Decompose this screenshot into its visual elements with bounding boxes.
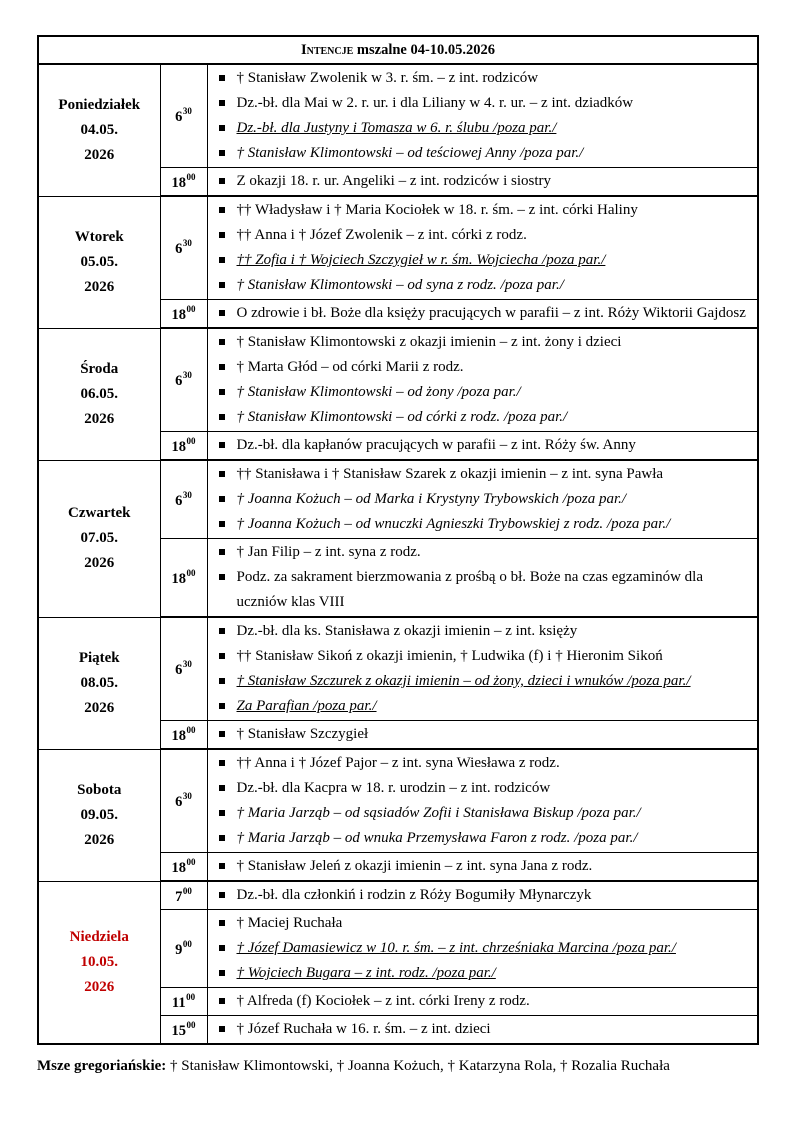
- mass-hour: 6: [175, 109, 183, 125]
- day-cell: [38, 64, 160, 196]
- intentions-cell: [207, 64, 758, 168]
- mass-minutes: 00: [182, 938, 192, 949]
- title-prefix: Intencje: [300, 41, 354, 58]
- mass-minutes: 00: [186, 567, 196, 578]
- intention-item: [218, 911, 754, 936]
- mass-time: [160, 853, 207, 882]
- day-year: 2026: [84, 831, 115, 848]
- intentions-cell: [207, 617, 758, 721]
- intention-text: †† Władysław i † Maria Kociołek w 18. r. śm. – z int. córki Haliny: [236, 202, 638, 218]
- day-name: Środa: [80, 360, 119, 377]
- intention-text: † Maria Jarząb – od sąsiadów Zofii i Stanisława Biskup /poza par./: [236, 805, 641, 821]
- intentions-list: [218, 751, 754, 851]
- intention-text: Dz.-bł. dla kapłanów pracujących w parafii – z int. Róży św. Anny: [236, 437, 636, 453]
- day-year: 2026: [84, 699, 115, 716]
- day-cell: [38, 749, 160, 881]
- intentions-cell: [207, 460, 758, 539]
- intention-text: † Stanisław Klimontowski – od teściowej Anny /poza par./: [236, 145, 584, 161]
- intention-text: †† Stanisława i † Stanisław Szarek z okazji imienin – z int. syna Pawła: [236, 466, 664, 482]
- intentions-list: [218, 301, 754, 326]
- day-date: 04.05.: [80, 121, 118, 138]
- mass-time: [160, 910, 207, 988]
- mass-time: [160, 721, 207, 750]
- mass-time: [160, 432, 207, 461]
- intentions-list: [218, 198, 754, 298]
- intention-item: [218, 487, 754, 512]
- mass-hour: 6: [175, 373, 183, 389]
- day-cell: [38, 328, 160, 460]
- mass-minutes: 00: [186, 435, 196, 446]
- mass-row: [38, 196, 758, 300]
- intention-text: † Maria Jarząb – od wnuka Przemysława Faron z rodz. /poza par./: [236, 830, 638, 846]
- intention-item: [218, 619, 754, 644]
- intention-text: † Stanisław Klimontowski – od żony /poza par./: [236, 384, 521, 400]
- intention-item: [218, 644, 754, 669]
- mass-time: [160, 988, 207, 1016]
- intention-item: [218, 776, 754, 801]
- intention-text: Dz.-bł. dla członkiń i rodzin z Róży Bogumiły Młynarczyk: [236, 887, 592, 903]
- intention-text: Z okazji 18. r. ur. Angeliki – z int. rodziców i siostry: [236, 173, 552, 189]
- day-date: 09.05.: [80, 806, 118, 823]
- intention-item: [218, 91, 754, 116]
- intention-text: † Stanisław Klimontowski z okazji imienin – z int. żony i dzieci: [236, 334, 622, 350]
- mass-minutes: 00: [186, 171, 196, 182]
- intention-text: Dz.-bł. dla ks. Stanisława z okazji imienin – z int. księży: [236, 623, 578, 639]
- day-date: 08.05.: [80, 674, 118, 691]
- intention-item: [218, 462, 754, 487]
- mass-hour: 18: [171, 306, 186, 323]
- intention-item: [218, 330, 754, 355]
- day-name: Niedziela: [69, 928, 129, 945]
- intention-item: [218, 223, 754, 248]
- gregorian-masses: [37, 1058, 670, 1075]
- mass-minutes: 00: [182, 885, 192, 896]
- mass-time: [160, 300, 207, 329]
- day-cell: [38, 196, 160, 328]
- intention-text: † Stanisław Szczurek z okazji imienin – od żony, dzieci i wnuków /poza par./: [236, 673, 691, 689]
- intention-item: [218, 169, 754, 194]
- mass-row: [38, 460, 758, 539]
- intentions-list: [218, 989, 754, 1014]
- intentions-table: [37, 35, 759, 1045]
- mass-hour: 18: [171, 727, 186, 744]
- mass-hour: 6: [175, 241, 183, 257]
- mass-hour: 7: [175, 888, 183, 905]
- intention-text: † Alfreda (f) Kociołek – z int. córki Ireny z rodz.: [236, 993, 530, 1009]
- intention-text: Za Parafian /poza par./: [236, 698, 377, 714]
- intentions-list: [218, 722, 754, 747]
- gregorian-label: Msze gregoriańskie:: [37, 1058, 167, 1074]
- intention-item: [218, 751, 754, 776]
- mass-time: [160, 617, 207, 721]
- intention-item: [218, 355, 754, 380]
- mass-minutes: 30: [182, 106, 192, 116]
- intentions-list: [218, 854, 754, 879]
- intentions-cell: [207, 539, 758, 618]
- intentions-list: [218, 1017, 754, 1042]
- intentions-cell: [207, 328, 758, 432]
- mass-minutes: 30: [182, 238, 192, 248]
- intentions-list: [218, 462, 754, 537]
- intentions-list: [218, 540, 754, 615]
- mass-hour: 15: [171, 1022, 186, 1039]
- intention-text: †† Zofia i † Wojciech Szczygieł w r. śm. Wojciecha /poza par./: [236, 252, 606, 268]
- day-year: 2026: [84, 278, 115, 295]
- intention-item: [218, 141, 754, 166]
- intention-text: †† Anna i † Józef Pajor – z int. syna Wiesława z rodz.: [236, 755, 560, 771]
- intention-text: † Stanisław Klimontowski – od syna z rodz. /poza par./: [236, 277, 564, 293]
- day-cell: [38, 881, 160, 1044]
- intentions-cell: [207, 910, 758, 988]
- day-name: Czwartek: [68, 505, 131, 521]
- gregorian-names: † Stanisław Klimontowski, † Joanna Kożuch, † Katarzyna Rola, † Rozalia Ruchała: [166, 1058, 670, 1074]
- mass-time: [160, 1016, 207, 1045]
- mass-time: [160, 460, 207, 539]
- intentions-cell: [207, 196, 758, 300]
- intention-text: † Józef Ruchała w 16. r. śm. – z int. dzieci: [236, 1021, 491, 1037]
- mass-minutes: 00: [186, 856, 196, 867]
- day-cell: [38, 617, 160, 749]
- mass-time: [160, 539, 207, 618]
- day-year: 2026: [84, 978, 115, 995]
- day-name: Poniedziałek: [58, 96, 141, 113]
- intention-text: † Joanna Kożuch – od wnuczki Agnieszki Trybowskiej z rodz. /poza par./: [236, 516, 671, 532]
- intention-text: †† Stanisław Sikoń z okazji imienin, † Ludwika (f) i † Hieronim Sikoń: [236, 648, 663, 664]
- mass-time: [160, 881, 207, 910]
- day-year: 2026: [84, 146, 115, 163]
- intention-text: †† Anna i † Józef Zwolenik – z int. córki z rodz.: [236, 227, 527, 243]
- intention-item: [218, 380, 754, 405]
- intentions-cell: [207, 168, 758, 197]
- intentions-list: [218, 330, 754, 430]
- intentions-cell: [207, 300, 758, 329]
- mass-row: [38, 328, 758, 432]
- intention-item: [218, 669, 754, 694]
- mass-hour: 6: [175, 662, 183, 678]
- mass-minutes: 30: [182, 659, 192, 669]
- intention-text: † Stanisław Zwolenik w 3. r. śm. – z int. rodziców: [236, 70, 539, 86]
- intention-item: [218, 1017, 754, 1042]
- intention-item: [218, 565, 754, 615]
- intention-text: † Marta Głód – od córki Marii z rodz.: [236, 359, 464, 375]
- mass-minutes: 30: [182, 370, 192, 380]
- intention-item: [218, 433, 754, 458]
- day-cell: [38, 460, 160, 617]
- mass-time: [160, 328, 207, 432]
- intentions-cell: [207, 749, 758, 853]
- mass-row: [38, 617, 758, 721]
- intention-text: Podz. za sakrament bierzmowania z prośbą o bł. Boże na czas egzaminów dla uczniów klas VIII: [236, 569, 703, 610]
- intention-text: † Józef Damasiewicz w 10. r. śm. – z int. chrześniaka Marcina /poza par./: [236, 940, 676, 956]
- day-name: Wtorek: [74, 228, 124, 245]
- intention-text: † Stanisław Jeleń z okazji imienin – z int. syna Jana z rodz.: [236, 858, 593, 874]
- intention-item: [218, 273, 754, 298]
- intentions-list: [218, 66, 754, 166]
- mass-time: [160, 196, 207, 300]
- intention-item: [218, 883, 754, 908]
- mass-hour: 9: [175, 941, 183, 958]
- intentions-cell: [207, 988, 758, 1016]
- intention-item: [218, 854, 754, 879]
- day-name: Sobota: [77, 781, 122, 798]
- mass-hour: 6: [175, 794, 183, 810]
- mass-minutes: 30: [182, 791, 192, 801]
- mass-row: [38, 64, 758, 168]
- intention-item: [218, 540, 754, 565]
- mass-hour: 18: [171, 174, 186, 191]
- intention-text: O zdrowie i bł. Boże dla księży pracujących w parafii – z int. Róży Wiktorii Gajdosz: [236, 305, 746, 321]
- table-title: [38, 36, 758, 64]
- intentions-list: [218, 619, 754, 719]
- mass-row: [38, 749, 758, 853]
- mass-time: [160, 64, 207, 168]
- mass-row: [38, 881, 758, 910]
- intention-item: [218, 694, 754, 719]
- day-name: Piątek: [78, 649, 120, 666]
- intention-item: [218, 301, 754, 326]
- intentions-list: [218, 169, 754, 194]
- intention-item: [218, 116, 754, 141]
- intention-text: † Stanisław Szczygieł: [236, 726, 369, 742]
- day-year: 2026: [84, 410, 115, 427]
- intention-text: † Stanisław Klimontowski – od córki z rodz. /poza par./: [236, 409, 568, 425]
- intention-item: [218, 826, 754, 851]
- mass-time: [160, 168, 207, 197]
- day-date: 10.05.: [80, 953, 118, 970]
- intention-item: [218, 722, 754, 747]
- intentions-cell: [207, 721, 758, 750]
- intention-text: † Wojciech Bugara – z int. rodz. /poza par./: [236, 965, 496, 981]
- intention-text: Dz.-bł. dla Kacpra w 18. r. urodzin – z int. rodziców: [236, 780, 551, 796]
- intention-item: [218, 405, 754, 430]
- intention-item: [218, 512, 754, 537]
- intentions-list: [218, 883, 754, 908]
- intentions-cell: [207, 853, 758, 882]
- mass-hour: 18: [171, 859, 186, 876]
- intention-item: [218, 248, 754, 273]
- day-date: 07.05.: [80, 530, 118, 546]
- intentions-list: [218, 911, 754, 986]
- intention-text: † Joanna Kożuch – od Marka i Krystyny Trybowskich /poza par./: [236, 491, 627, 507]
- intention-item: [218, 801, 754, 826]
- intentions-cell: [207, 432, 758, 461]
- mass-minutes: 00: [186, 1019, 196, 1030]
- day-year: 2026: [84, 555, 115, 571]
- intentions-list: [218, 433, 754, 458]
- mass-minutes: 00: [186, 991, 196, 1002]
- intention-item: [218, 936, 754, 961]
- intention-item: [218, 198, 754, 223]
- mass-hour: 18: [171, 438, 186, 455]
- mass-minutes: 00: [186, 303, 196, 314]
- mass-hour: 18: [171, 570, 186, 587]
- mass-hour: 11: [171, 994, 186, 1011]
- intention-text: Dz.-bł. dla Justyny i Tomasza w 6. r. ślubu /poza par./: [236, 120, 557, 136]
- mass-time: [160, 749, 207, 853]
- title-rest: mszalne 04-10.05.2026: [353, 41, 496, 58]
- intention-item: [218, 961, 754, 986]
- intention-item: [218, 66, 754, 91]
- intention-item: [218, 989, 754, 1014]
- intention-text: † Jan Filip – z int. syna z rodz.: [236, 544, 421, 560]
- intention-text: Dz.-bł. dla Mai w 2. r. ur. i dla Liliany w 4. r. ur. – z int. dziadków: [236, 95, 634, 111]
- day-date: 05.05.: [80, 253, 118, 270]
- mass-hour: 6: [175, 492, 183, 509]
- intentions-cell: [207, 881, 758, 910]
- day-date: 06.05.: [80, 385, 118, 402]
- mass-minutes: 00: [186, 724, 196, 735]
- intention-text: † Maciej Ruchała: [236, 915, 343, 931]
- intentions-cell: [207, 1016, 758, 1045]
- mass-minutes: 30: [182, 489, 192, 500]
